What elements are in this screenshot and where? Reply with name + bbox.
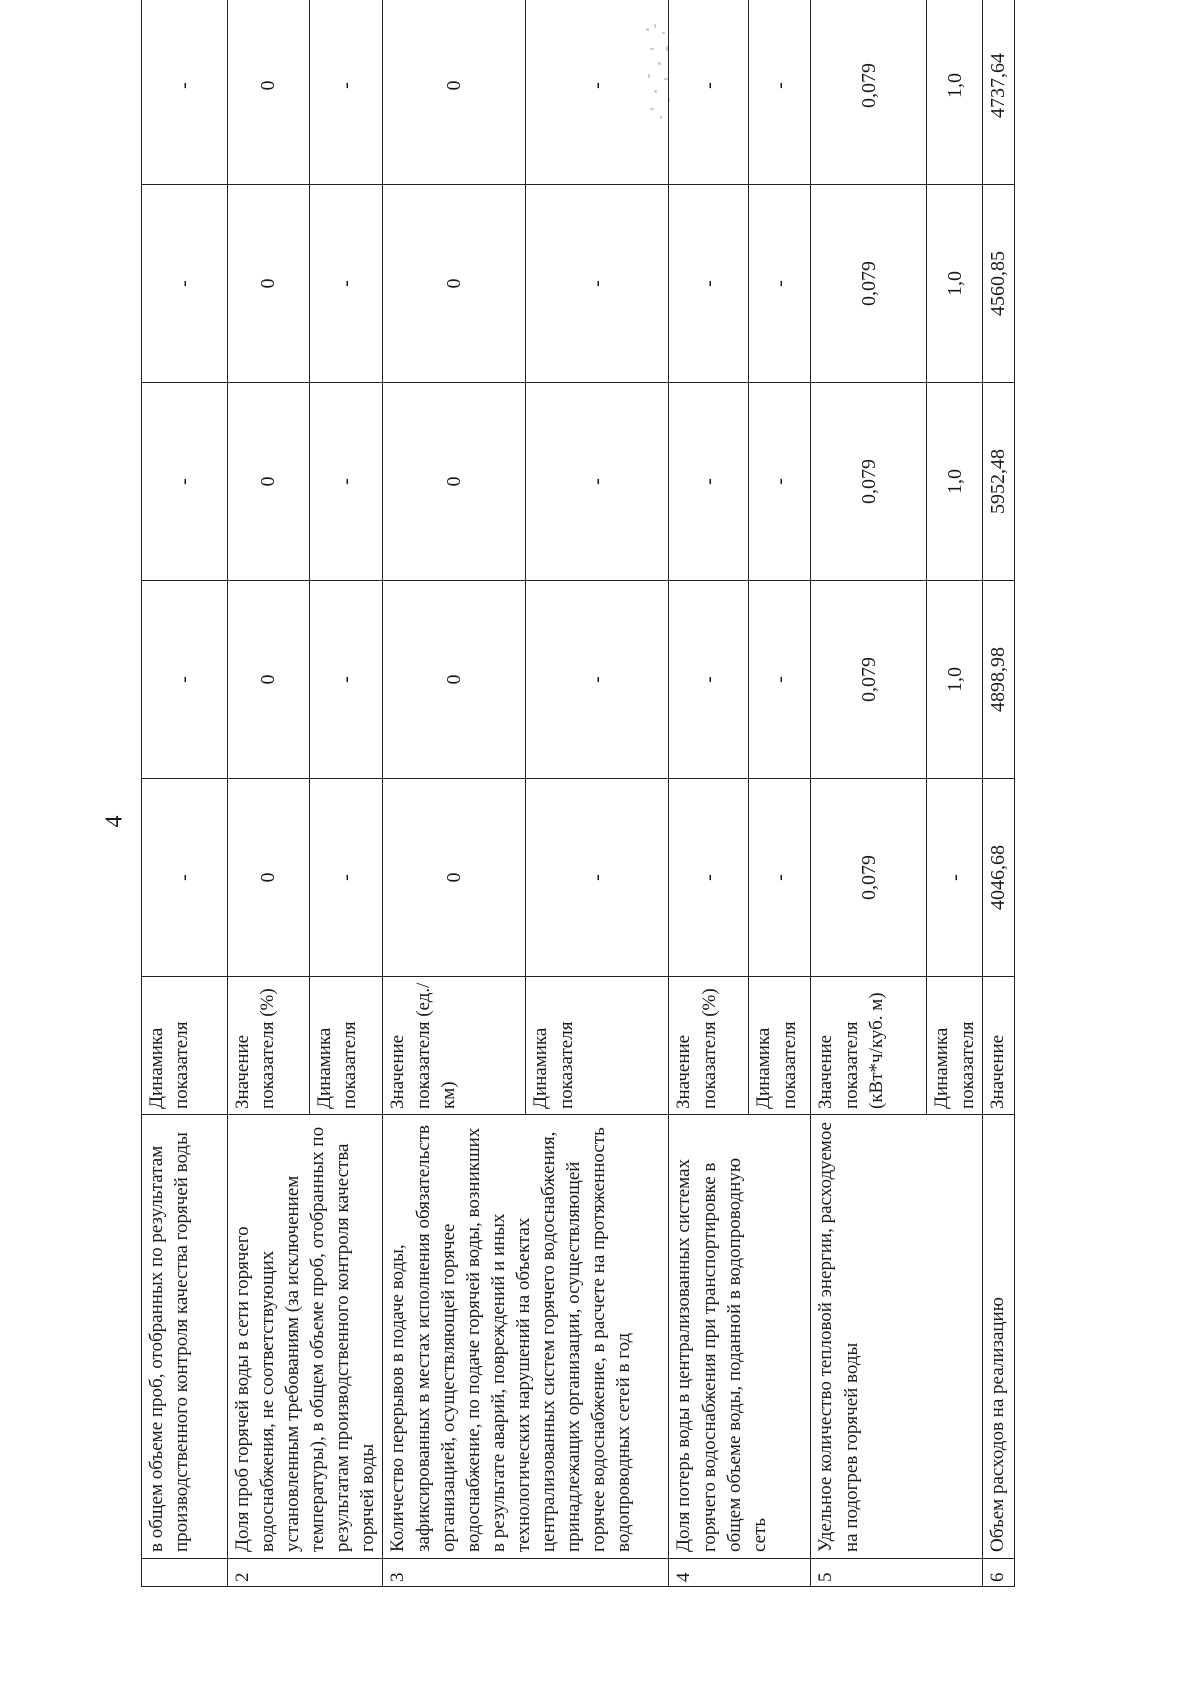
value-cell: - [669,383,749,581]
value-cell: 0,079 [811,383,927,581]
table-row [383,0,526,1587]
value-cell: 0,079 [811,581,927,779]
value-cell: - [310,0,383,185]
metric-label: Динамика показателя [749,977,811,1115]
value-cell: - [749,581,811,779]
value-cell: 0,079 [811,779,927,977]
table-row [228,0,310,1587]
value-cell: - [749,779,811,977]
table-row [811,0,927,1587]
value-cell: - [526,779,669,977]
row-index: 4 [669,1559,811,1587]
indicator-label: в общем объеме проб, отобранных по результатам производственного контроля качества горячей воды [142,1115,228,1559]
metric-label: Значение показателя (кВт*ч/куб. м) [811,977,927,1115]
row-index [142,1559,228,1587]
value-cell: 4046,68 [983,779,1014,977]
value-cell: 0 [383,383,526,581]
value-cell: - [669,581,749,779]
value-cell: 4560,85 [983,185,1014,383]
value-cell: - [310,185,383,383]
value-cell: 0 [383,185,526,383]
row-index: 6 [983,1559,1014,1587]
value-cell: - [142,779,228,977]
value-cell: - [526,383,669,581]
value-cell: - [310,383,383,581]
value-cell: - [310,581,383,779]
value-cell: - [526,581,669,779]
indicator-label: Удельное количество тепловой энергии, расходуемое на подогрев горячей воды [811,1115,983,1559]
row-index: 3 [383,1559,669,1587]
value-cell: - [669,0,749,185]
metric-label: Динамика показателя [526,977,669,1115]
value-cell: 0 [228,185,310,383]
value-cell: - [142,581,228,779]
value-cell: - [526,185,669,383]
table-row [669,0,749,1587]
value-cell: 1,0 [927,383,983,581]
value-cell: 1,0 [927,0,983,185]
value-cell: 0 [228,581,310,779]
value-cell: 0 [383,0,526,185]
value-cell: 0 [228,383,310,581]
metric-label: Значение показателя (%) [669,977,749,1115]
value-cell: 0,079 [811,185,927,383]
value-cell: 0,079 [811,0,927,185]
metric-label: Динамика показателя [310,977,383,1115]
value-cell: - [669,779,749,977]
value-cell: 5952,48 [983,383,1014,581]
value-cell: 0 [383,581,526,779]
value-cell: - [749,185,811,383]
value-cell: - [142,185,228,383]
value-cell: 1,0 [927,185,983,383]
indicator-label: Количество перерывов в подаче воды, зафиксированных в местах исполнения обязательств организацией, осуществляющей горячее водоснабжение, по подаче горячей воды, возникших в результате аварий, повреждений и иных технологических нарушений на объектах централизованных систем горячего водоснабжения, принадлежащих организации, осуществляющей горячее водоснабжение, в расчете на протяженность водопроводных сетей в год [383,1115,669,1559]
table-row [983,0,1014,1587]
value-cell: 1,0 [927,581,983,779]
value-cell: - [310,779,383,977]
value-cell: - [142,0,228,185]
table-row [142,0,228,1587]
metric-label: Значение показателя (ед./км) [383,977,526,1115]
value-cell: - [927,779,983,977]
value-cell: 0 [228,779,310,977]
value-cell: 4737,64 [983,0,1014,185]
metric-label: Динамика показателя [142,977,228,1115]
rotated-table-container [141,0,1010,1587]
indicator-label: Доля проб горячей воды в сети горячего водоснабжения, не соответствующих установленным требованиям (за исключением температуры), в общем объеме проб, отобранных по результатам производственного контроля качества горячей воды [228,1115,383,1559]
indicator-label: Объем расходов на реализацию [983,1115,1014,1559]
indicators-table [141,0,1015,1587]
metric-label: Значение [983,977,1014,1115]
metric-label: Значение показателя (%) [228,977,310,1115]
value-cell: 0 [383,779,526,977]
value-cell: - [749,383,811,581]
metric-label: Динамика показателя [927,977,983,1115]
page-number: 4 [101,815,128,828]
value-cell: 0 [228,0,310,185]
indicator-label: Доля потерь воды в централизованных системах горячего водоснабжения при транспортировке в общем объеме воды, поданной в водопроводную сеть [669,1115,811,1559]
row-index: 2 [228,1559,383,1587]
value-cell: - [142,383,228,581]
value-cell: - [749,0,811,185]
value-cell: 4898,98 [983,581,1014,779]
value-cell: - [669,185,749,383]
value-cell: - [526,0,669,185]
row-index: 5 [811,1559,983,1587]
